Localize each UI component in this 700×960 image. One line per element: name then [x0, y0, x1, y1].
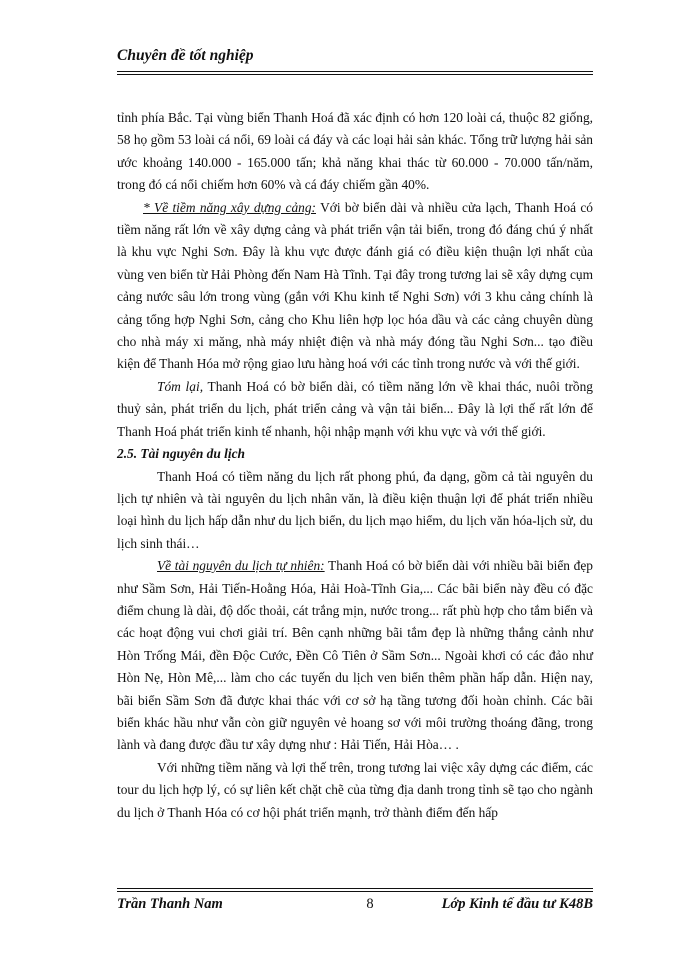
summary-text: Thanh Hoá có bờ biển dài, có tiềm năng lớn về khai thác, nuôi trồng thuỷ sản, phát triển du lịch, phát triển cảng và vận tải biển... Đây là lợi thế rất lớn để Thanh Hoá phát triển kinh tế nhanh, hội nhập mạnh với khu vực và với thế giới. [117, 378, 593, 439]
natural-tourism-text: Thanh Hoá có bờ biển dài với nhiều bãi biển đẹp như Sầm Sơn, Hải Tiến-Hoằng Hóa, Hải Hoà-Tĩnh Gia,... Các bãi biển này đều có đặc điểm chung là dài, độ dốc thoải, cát trắng mịn, nước trong... rất phù hợp cho tắm biển và các hoạt động vui chơi giải trí. Bên cạnh những bãi tắm đẹp là những thắng cảnh như Hòn Trống Mái, đền Độc Cước, Đền Cô Tiên ở Sầm Sơn... Ngoài khơi có các đảo như Hòn Nẹ, Hòn Mê,... làm cho các tuyến du lịch ven biển thêm phần hấp dẫn. Hiện nay, bãi biển Sầm Sơn đã được khai thác với cơ sở hạ tầng tương đối hoàn chỉnh. Các bãi biển khác hầu như vẫn còn giữ nguyên vẻ hoang sơ với môi trường thoáng đãng, trong lành và đang được đầu tư xây dựng như : Hải Tiến, Hải Hòa… . [117, 558, 593, 753]
page-body [117, 107, 593, 824]
footer-author: Trần Thanh Nam [117, 896, 223, 912]
port-potential-lead: * Về tiềm năng xây dựng cảng: [143, 199, 317, 215]
footer-class-name: Lớp Kinh tế đầu tư K48B [441, 896, 593, 912]
header-rule-thick [117, 71, 593, 72]
footer-rule-thin [117, 888, 593, 889]
summary-lead: Tóm lại, [157, 378, 204, 394]
footer-rule-thick [117, 891, 593, 892]
port-potential-text: Với bờ biển dài và nhiều cửa lạch, Thanh Hoá có tiềm năng rất lớn về xây dựng cảng và phát triển vận tải biển, trong đó đáng chú ý nhất là khu vực Nghi Sơn. Đây là khu vực được đánh giá có điều kiện thuận lợi nhất của vùng ven biển từ Hải Phòng đến Nam Hà Tĩnh. Tại đây trong tương lai sẽ xây dựng cụm cảng nước sâu lớn trong vùng (gắn với Khu kinh tế Nghi Sơn) với 3 khu cảng chính là cảng tổng hợp Nghi Sơn, cảng cho Khu liên hợp lọc hóa dầu và các cảng chuyên dùng cho nhà máy xi măng, nhà máy nhiệt điện và nhà máy đóng tầu Nghi Sơn... tạo điều kiện để Thanh Hóa mở rộng giao lưu hàng hoá với các tỉnh trong nước và với thế giới. [117, 199, 594, 372]
header-rule-thin [117, 74, 593, 75]
paragraph-fish-resources: tỉnh phía Bắc. Tại vùng biển Thanh Hoá đã xác định có hơn 120 loài cá, thuộc 82 giống, 58 họ gồm 53 loài cá nổi, 69 loài cá đáy và các loại hải sản khác. Tổng trữ lượng hải sản ước khoảng 140.000 - 165.000 tấn; khả năng khai thác từ 60.000 - 70.000 tấn/năm, trong đó cá nổi chiếm hơn 60% và cá đáy chiếm gần 40%. [117, 110, 593, 193]
paragraph-summary [117, 376, 593, 443]
paragraph-natural-tourism [117, 555, 593, 757]
section-heading: 2.5. Tài nguyên du lịch [117, 446, 245, 462]
paragraph-port-potential [117, 197, 593, 376]
paragraph-tourism-overview: Thanh Hoá có tiềm năng du lịch rất phong phú, đa dạng, gồm cả tài nguyên du lịch tự nhiên và tài nguyên du lịch nhân văn, là điều kiện thuận lợi để phát triển nhiều loại hình du lịch hấp dẫn như du lịch biển, du lịch mạo hiểm, du lịch văn hóa-lịch sử, du lịch sinh thái… [117, 468, 593, 551]
footer-page-number: 8 [366, 896, 374, 912]
natural-tourism-lead: Về tài nguyên du lịch tự nhiên: [157, 558, 325, 574]
paragraph-tourism-future: Với những tiềm năng và lợi thế trên, trong tương lai việc xây dựng các điểm, các tour du lịch hợp lý, có sự liên kết chặt chẽ của từng địa danh trong tỉnh sẽ tạo cho ngành du lịch ở Thanh Hóa có cơ hội phát triển mạnh, trở thành điểm đến hấp [117, 759, 593, 820]
header-title: Chuyên đề tốt nghiệp [117, 47, 254, 64]
